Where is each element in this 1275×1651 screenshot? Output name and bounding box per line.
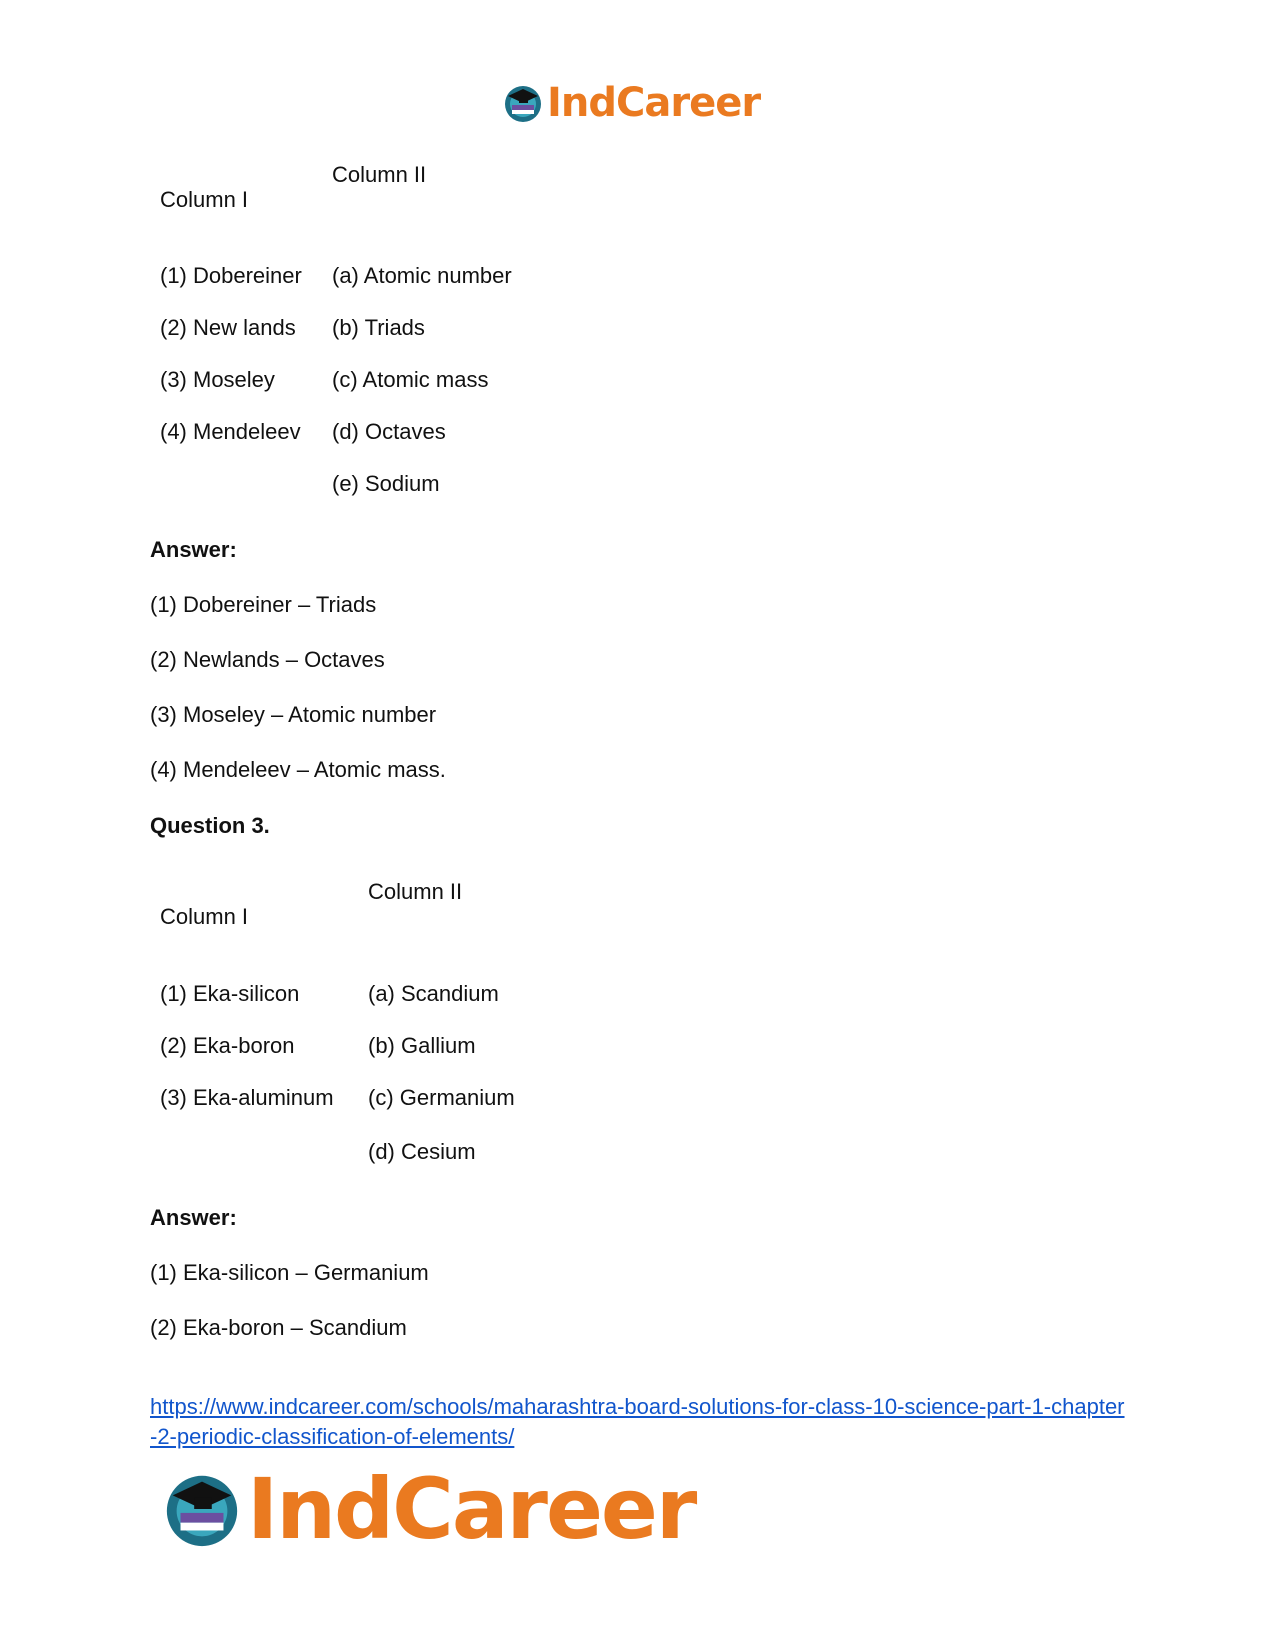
graduation-globe-icon	[502, 82, 544, 124]
q2-answer-line: (1) Dobereiner – Triads	[150, 592, 377, 617]
logo-wordmark: IndCareer	[247, 1460, 696, 1558]
q3-col2-item: (a) Scandium	[368, 981, 499, 1006]
q3-col1-item: (1) Eka-silicon	[160, 981, 300, 1006]
q3-col2-item: (b) Gallium	[368, 1033, 476, 1058]
q3-col2-item: (d) Cesium	[368, 1139, 476, 1164]
q3-col2-item: (c) Germanium	[368, 1085, 515, 1110]
q3-column-2-header: Column II	[368, 879, 463, 904]
q2-column-2-header: Column II	[332, 162, 427, 187]
q2-answer-line: (3) Moseley – Atomic number	[150, 702, 437, 727]
q2-col1-item: (2) New lands	[160, 315, 296, 340]
graduation-globe-icon	[161, 1468, 243, 1550]
q3-col1-item: (2) Eka-boron	[160, 1033, 295, 1058]
q2-col2-item: (b) Triads	[332, 315, 425, 340]
q2-col1-item: (3) Moseley	[160, 367, 275, 392]
q2-col1-item: (1) Dobereiner	[160, 263, 302, 288]
q2-col2-item: (c) Atomic mass	[332, 367, 489, 392]
q3-col1-item: (3) Eka-aluminum	[160, 1085, 334, 1110]
q2-column-1-header: Column I	[160, 187, 249, 212]
q3-answer-label: Answer:	[150, 1205, 237, 1230]
q2-col2-item: (e) Sodium	[332, 471, 440, 496]
q2-answer-line: (4) Mendeleev – Atomic mass.	[150, 757, 446, 782]
q3-answer-line: (2) Eka-boron – Scandium	[150, 1315, 407, 1340]
q2-answer-line: (2) Newlands – Octaves	[150, 647, 385, 672]
q2-col1-item: (4) Mendeleev	[160, 419, 301, 444]
q2-answer-label: Answer:	[150, 537, 237, 562]
q2-col2-item: (d) Octaves	[332, 419, 446, 444]
source-url-link[interactable]: https://www.indcareer.com/schools/maharashtra-board-solutions-for-class-10-science-part-1-chapter-2-periodic-classification-of-elements/	[150, 1394, 1125, 1449]
q3-title: Question 3.	[150, 813, 270, 838]
indcareer-logo-bottom	[161, 1460, 696, 1558]
q2-col2-item: (a) Atomic number	[332, 263, 512, 288]
indcareer-logo-top	[502, 80, 760, 126]
q3-column-1-header: Column I	[160, 904, 249, 929]
q3-answer-line: (1) Eka-silicon – Germanium	[150, 1260, 429, 1285]
logo-wordmark: IndCareer	[547, 80, 761, 126]
